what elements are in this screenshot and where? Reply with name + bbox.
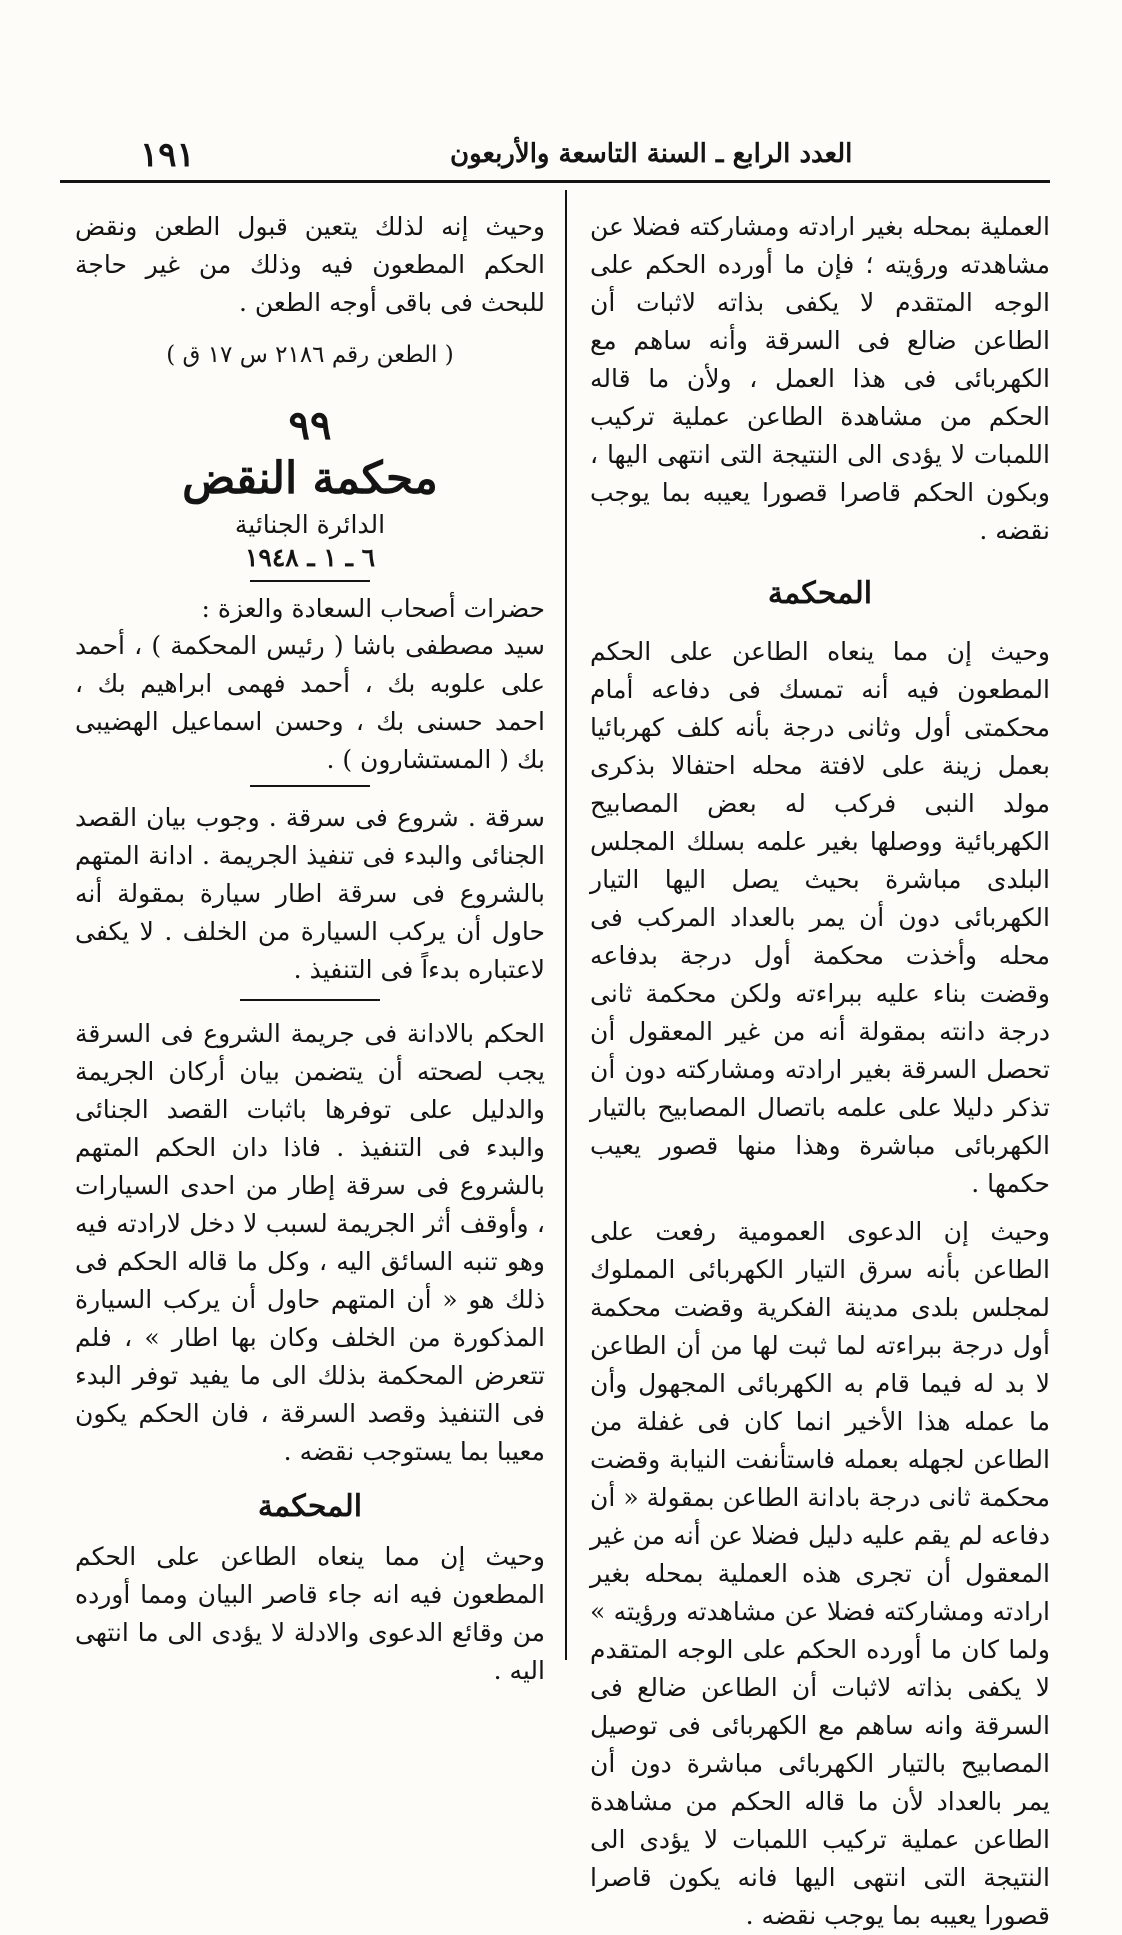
page-number: ١٩١: [140, 135, 195, 175]
judges-heading: حضرات أصحاب السعادة والعزة :: [201, 594, 545, 623]
left-column: [75, 208, 545, 1690]
divider: [240, 999, 380, 1001]
body-paragraph: وحيث إن مما ينعاه الطاعن على الحكم المطعون فيه انه جاء قاصر البيان ومما أورده من وقائع الدعوى والادلة لا يؤدى الى ما انتهى اليه .: [75, 1542, 545, 1685]
continued-paragraph: وحيث إنه لذلك يتعين قبول الطعن ونقض الحكم المطعون فيه وذلك من غير حاجة للبحث فى باقى أوجه الطعن .: [75, 212, 545, 317]
body-paragraph: وحيث إن مما ينعاه الطاعن على الحكم المطعون فيه أنه تمسك فى دفاعه أمام محكمتى أول وثانى درجة بأنه كلف كهربائيا بعمل زينة على لافتة محله احتفالا بذكرى مولد النبى فركب له بعض المصابيح الكهربائية ووصلها بغير علمه بسلك المجلس البلدى مباشرة بحيث يصل اليها التيار الكهربائى دون أن يمر بالعداد المركب فى محله وأخذت محكمة أول درجة بدفاعه وقضت بناء عليه ببراءته ولكن محكمة ثانى درجة دانته بمقولة أنه من غير المعقول أن تحصل السرقة بغير ارادته ومشاركته دون أن تذكر دليلا على علمه باتصال المصابيح بالتيار الكهربائى مباشرة وهذا منها قصور يعيب حكمها .: [590, 637, 1050, 1198]
section-title: المحكمة: [257, 1489, 363, 1524]
headnote: سرقة . شروع فى سرقة . وجوب بيان القصد الجنائى والبدء فى تنفيذ الجريمة . ادانة المتهم بالشروع فى سرقة اطار سيارة بمقولة أنه حاول أن يركب السيارة من الخلف . لا يكفى لاعتباره بدءاً فى التنفيذ .: [75, 803, 545, 984]
divider: [250, 580, 370, 582]
case-number: ٩٩: [288, 402, 332, 449]
page-header: [70, 135, 1055, 175]
divider: [250, 785, 370, 787]
judgment-date: ٦ ـ ١ ـ ١٩٤٨: [244, 543, 376, 572]
case-citation: ( الطعن رقم ٢١٨٦ س ١٧ ق ): [166, 342, 454, 368]
section-title: المحكمة: [767, 576, 873, 611]
column-divider: [565, 190, 567, 1660]
continued-paragraph: العملية بمحله بغير ارادته ومشاركته فضلا عن مشاهدته ورؤيته ؛ فإن ما أورده الحكم على الوجه المتقدم لا يكفى بذاته لاثبات أن الطاعن ضالع فى السرقة وأنه ساهم مع الكهربائى فى هذا العمل ، ولأن ما قاله الحكم من مشاهدة الطاعن عملية تركيب اللمبات لا يؤدى الى النتيجة التى انتهى اليها ، وبكون الحكم قاصرا قصورا يعيبه بما يوجب نقضه .: [590, 212, 1050, 545]
court-name: محكمة النقض: [182, 453, 438, 504]
right-column: [590, 208, 1050, 1935]
running-title: العدد الرابع ـ السنة التاسعة والأربعون: [450, 139, 853, 169]
legal-principle: الحكم بالادانة فى جريمة الشروع فى السرقة يجب لصحته أن يتضمن بيان أركان الجريمة والدليل على توفرها باثبات القصد الجنائى والبدء فى التنفيذ . فاذا دان الحكم المتهم بالشروع فى سرقة إطار من احدى السيارات ، وأوقف أثر الجريمة لسبب لا دخل لارادته فيه وهو تنبه السائق اليه ، وكل ما قاله الحكم فى ذلك هو « أن المتهم حاول أن يركب السيارة المذكورة من الخلف وكان بها اطار » ، فلم تتعرض المحكمة بذلك الى ما يفيد توفر البدء فى التنفيذ وقصد السرقة ، فان الحكم يكون معيبا بما يستوجب نقضه .: [75, 1019, 545, 1466]
header-rule: [60, 180, 1050, 183]
judges-list: سيد مصطفى باشا ( رئيس المحكمة ) ، أحمد على علوبه بك ، أحمد فهمى ابراهيم بك ، احمد حسنى بك ، وحسن اسماعيل الهضيبى بك ( المستشارون ) .: [75, 631, 545, 774]
body-paragraph: وحيث إن الدعوى العمومية رفعت على الطاعن بأنه سرق التيار الكهربائى المملوك لمجلس بلدى مدينة الفكرية وقضت محكمة أول درجة ببراءته لما ثبت لها من أن الطاعن لا بد له فيما قام به الكهربائى المجهول وأن ما عمله هذا الأخير انما كان فى غفلة من الطاعن لجهله بعمله فاستأنفت النيابة وقضت محكمة ثانى درجة بادانة الطاعن بمقولة « أن دفاعه لم يقم عليه دليل فضلا عن أنه من غير المعقول أن تجرى هذه العملية بمحله بغير ارادته ومشاركته فضلا عن مشاهدته ورؤيته » ولما كان ما أورده الحكم على الوجه المتقدم لا يكفى بذاته لاثبات أن الطاعن ضالع فى السرقة وانه ساهم مع الكهربائى فى توصيل المصابيح بالتيار الكهربائى مباشرة دون أن يمر بالعداد لأن ما قاله الحكم من مشاهدة الطاعن عملية تركيب اللمبات لا يؤدى الى النتيجة التى انتهى اليها فانه يكون قاصرا قصورا يعيبه بما يوجب نقضه .: [590, 1217, 1050, 1930]
circuit-name: الدائرة الجنائية: [234, 510, 386, 539]
